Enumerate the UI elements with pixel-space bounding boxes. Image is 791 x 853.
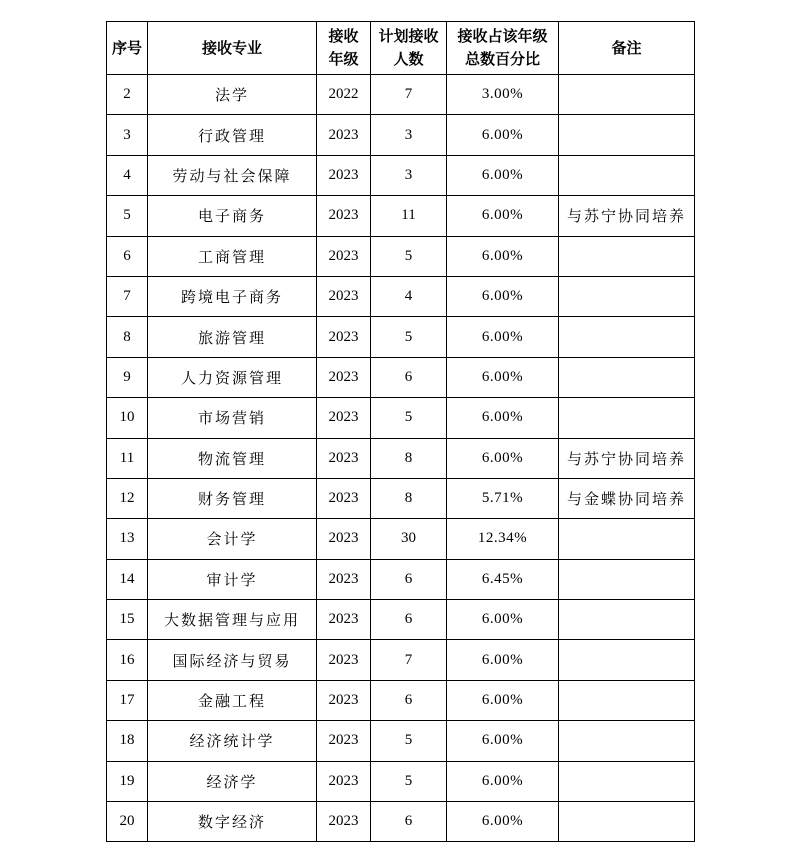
header-grade-line1: 接收 <box>328 27 359 45</box>
cell-seq: 14 <box>107 559 148 599</box>
cell-grade: 2023 <box>317 559 371 599</box>
table-row <box>107 196 695 236</box>
cell-planned: 5 <box>371 721 447 761</box>
cell-major: 人力资源管理 <box>148 357 317 397</box>
table-row <box>107 478 695 518</box>
cell-note <box>559 802 695 842</box>
table-row <box>107 357 695 397</box>
table-row <box>107 155 695 195</box>
cell-major: 电子商务 <box>148 196 317 236</box>
cell-percent: 6.00% <box>447 155 559 195</box>
cell-seq: 19 <box>107 761 148 801</box>
cell-major: 会计学 <box>148 519 317 559</box>
table-row <box>107 600 695 640</box>
cell-planned: 30 <box>371 519 447 559</box>
table-row <box>107 761 695 801</box>
cell-note <box>559 276 695 316</box>
cell-percent: 6.00% <box>447 802 559 842</box>
cell-grade: 2023 <box>317 357 371 397</box>
cell-percent: 6.00% <box>447 236 559 276</box>
header-note-label: 备注 <box>611 38 642 57</box>
table-row <box>107 236 695 276</box>
cell-percent: 6.00% <box>447 600 559 640</box>
cell-grade: 2023 <box>317 398 371 438</box>
cell-seq: 7 <box>107 276 148 316</box>
cell-grade: 2023 <box>317 155 371 195</box>
cell-seq: 15 <box>107 600 148 640</box>
cell-seq: 16 <box>107 640 148 680</box>
cell-major: 审计学 <box>148 559 317 599</box>
cell-planned: 7 <box>371 640 447 680</box>
cell-note: 与苏宁协同培养 <box>559 438 695 478</box>
header-seq <box>107 22 148 75</box>
cell-grade: 2023 <box>317 478 371 518</box>
cell-planned: 3 <box>371 155 447 195</box>
cell-planned: 6 <box>371 559 447 599</box>
cell-planned: 5 <box>371 317 447 357</box>
cell-major: 法学 <box>148 75 317 115</box>
table-row <box>107 640 695 680</box>
table-row <box>107 680 695 720</box>
cell-note <box>559 761 695 801</box>
cell-note <box>559 519 695 559</box>
cell-grade: 2023 <box>317 761 371 801</box>
cell-seq: 5 <box>107 196 148 236</box>
cell-planned: 6 <box>371 802 447 842</box>
cell-planned: 5 <box>371 761 447 801</box>
cell-percent: 6.00% <box>447 276 559 316</box>
cell-seq: 20 <box>107 802 148 842</box>
header-grade <box>317 22 371 75</box>
cell-percent: 6.00% <box>447 438 559 478</box>
cell-seq: 3 <box>107 115 148 155</box>
cell-grade: 2023 <box>317 519 371 559</box>
cell-seq: 11 <box>107 438 148 478</box>
table-row <box>107 317 695 357</box>
cell-major: 旅游管理 <box>148 317 317 357</box>
cell-planned: 8 <box>371 438 447 478</box>
cell-percent: 6.45% <box>447 559 559 599</box>
table-row <box>107 398 695 438</box>
cell-percent: 6.00% <box>447 317 559 357</box>
cell-planned: 11 <box>371 196 447 236</box>
cell-note: 与苏宁协同培养 <box>559 196 695 236</box>
cell-percent: 6.00% <box>447 761 559 801</box>
cell-major: 行政管理 <box>148 115 317 155</box>
cell-note <box>559 680 695 720</box>
cell-note <box>559 559 695 599</box>
cell-note <box>559 317 695 357</box>
cell-seq: 4 <box>107 155 148 195</box>
cell-major: 大数据管理与应用 <box>148 600 317 640</box>
transfer-plan-table <box>106 21 695 842</box>
cell-grade: 2023 <box>317 802 371 842</box>
cell-major: 金融工程 <box>148 680 317 720</box>
cell-note <box>559 155 695 195</box>
cell-seq: 18 <box>107 721 148 761</box>
cell-grade: 2023 <box>317 600 371 640</box>
cell-planned: 4 <box>371 276 447 316</box>
cell-percent: 3.00% <box>447 75 559 115</box>
cell-seq: 2 <box>107 75 148 115</box>
cell-grade: 2023 <box>317 276 371 316</box>
header-percent-line2: 总数百分比 <box>464 50 540 68</box>
cell-percent: 5.71% <box>447 478 559 518</box>
cell-planned: 5 <box>371 236 447 276</box>
cell-major: 数字经济 <box>148 802 317 842</box>
table-row <box>107 115 695 155</box>
cell-planned: 3 <box>371 115 447 155</box>
cell-planned: 6 <box>371 357 447 397</box>
table-row <box>107 276 695 316</box>
cell-major: 市场营销 <box>148 398 317 438</box>
cell-seq: 8 <box>107 317 148 357</box>
table-row <box>107 519 695 559</box>
cell-planned: 7 <box>371 75 447 115</box>
header-major <box>148 22 317 75</box>
table-row <box>107 438 695 478</box>
cell-note <box>559 75 695 115</box>
header-major-label: 接收专业 <box>201 38 262 57</box>
cell-planned: 6 <box>371 680 447 720</box>
cell-major: 物流管理 <box>148 438 317 478</box>
cell-grade: 2023 <box>317 640 371 680</box>
cell-grade: 2023 <box>317 196 371 236</box>
cell-percent: 12.34% <box>447 519 559 559</box>
cell-seq: 12 <box>107 478 148 518</box>
cell-percent: 6.00% <box>447 115 559 155</box>
header-planned-line2: 人数 <box>393 50 424 68</box>
cell-note <box>559 357 695 397</box>
cell-major: 跨境电子商务 <box>148 276 317 316</box>
cell-note: 与金蝶协同培养 <box>559 478 695 518</box>
cell-grade: 2023 <box>317 721 371 761</box>
cell-percent: 6.00% <box>447 357 559 397</box>
cell-percent: 6.00% <box>447 640 559 680</box>
cell-note <box>559 236 695 276</box>
cell-note <box>559 640 695 680</box>
header-seq-label: 序号 <box>111 38 142 57</box>
cell-major: 经济统计学 <box>148 721 317 761</box>
cell-major: 国际经济与贸易 <box>148 640 317 680</box>
cell-planned: 8 <box>371 478 447 518</box>
cell-grade: 2023 <box>317 317 371 357</box>
table-body <box>107 75 695 842</box>
cell-note <box>559 115 695 155</box>
cell-note <box>559 398 695 438</box>
header-percent <box>447 22 559 75</box>
cell-percent: 6.00% <box>447 721 559 761</box>
header-note <box>559 22 695 75</box>
cell-grade: 2023 <box>317 680 371 720</box>
header-grade-line2: 年级 <box>328 50 359 68</box>
cell-note <box>559 600 695 640</box>
cell-percent: 6.00% <box>447 398 559 438</box>
cell-major: 工商管理 <box>148 236 317 276</box>
cell-seq: 9 <box>107 357 148 397</box>
cell-seq: 13 <box>107 519 148 559</box>
cell-planned: 5 <box>371 398 447 438</box>
header-planned-line1: 计划接收 <box>378 27 439 45</box>
cell-planned: 6 <box>371 600 447 640</box>
table-row <box>107 802 695 842</box>
cell-seq: 10 <box>107 398 148 438</box>
header-percent-line1: 接收占该年级 <box>457 27 548 45</box>
cell-percent: 6.00% <box>447 196 559 236</box>
cell-seq: 17 <box>107 680 148 720</box>
cell-seq: 6 <box>107 236 148 276</box>
header-row <box>107 22 695 75</box>
table-row <box>107 721 695 761</box>
cell-major: 经济学 <box>148 761 317 801</box>
cell-percent: 6.00% <box>447 680 559 720</box>
header-planned <box>371 22 447 75</box>
cell-grade: 2023 <box>317 115 371 155</box>
table-row <box>107 559 695 599</box>
cell-grade: 2022 <box>317 75 371 115</box>
cell-grade: 2023 <box>317 236 371 276</box>
cell-grade: 2023 <box>317 438 371 478</box>
cell-note <box>559 721 695 761</box>
table-row <box>107 75 695 115</box>
cell-major: 劳动与社会保障 <box>148 155 317 195</box>
cell-major: 财务管理 <box>148 478 317 518</box>
